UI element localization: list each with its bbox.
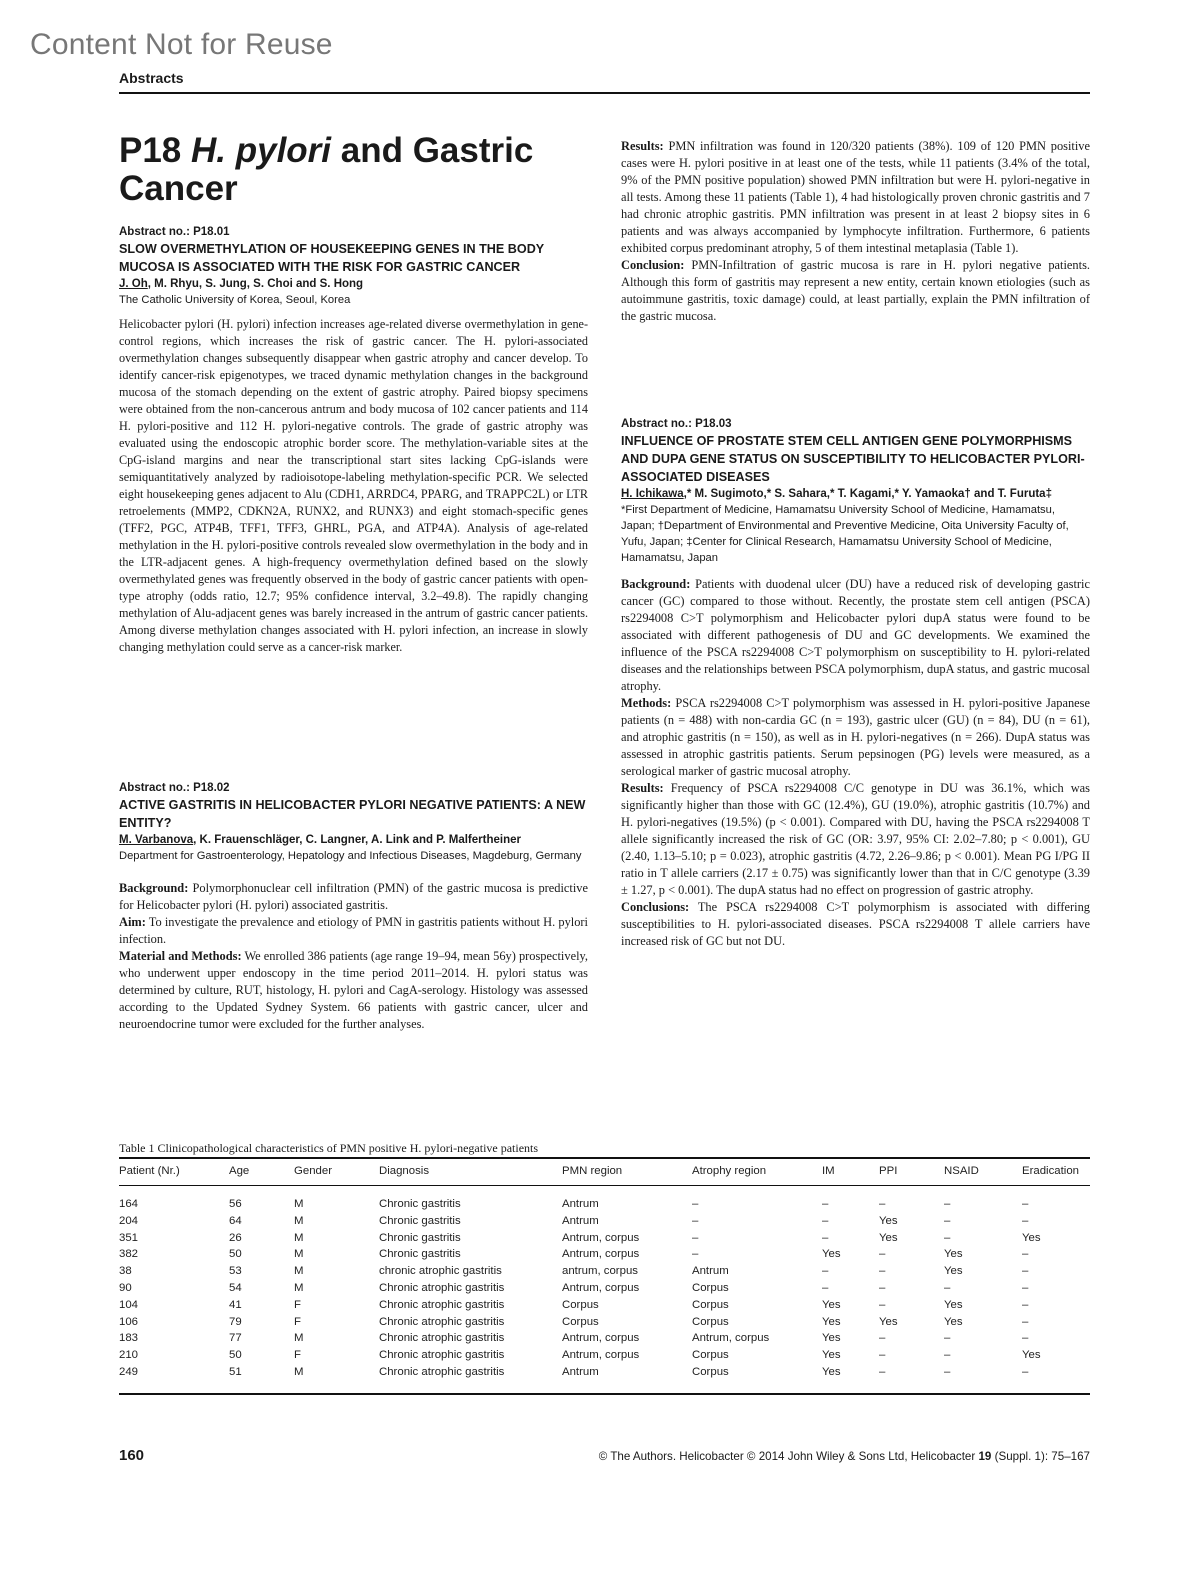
- presenting-author: M. Varbanova: [119, 834, 194, 846]
- table-row: [119, 1364, 1090, 1394]
- table-cell: Corpus: [692, 1298, 729, 1311]
- abstract-title: SLOW OVERMETHYLATION OF HOUSEKEEPING GENES IN THE BODY MUCOSA IS ASSOCIATED WITH THE RISK FOR GASTRIC CANCER: [119, 242, 544, 274]
- table-row: [119, 1280, 1090, 1297]
- conclusions-paragraph: Conclusions: The PSCA rs2294008 C>T polymorphism is associated with differing susceptibilities to H. pylori-associated diseases. PSCA rs2294008 T allele carriers have increased risk of GC but not DU.: [621, 900, 1090, 948]
- table-cell: Yes: [944, 1265, 963, 1278]
- table-cell: Antrum: [562, 1198, 599, 1210]
- header-rule: [119, 92, 1090, 94]
- presenting-author: J. Oh: [119, 278, 148, 290]
- column-header: Diagnosis: [379, 1165, 430, 1177]
- table-cell: 210: [119, 1349, 139, 1362]
- affiliation: The Catholic University of Korea, Seoul, Korea: [119, 294, 351, 306]
- table-cell: –: [822, 1281, 829, 1294]
- table-cell: Yes: [1022, 1231, 1041, 1244]
- author-list: M. Varbanova, K. Frauenschläger, C. Langner, A. Link and P. Malfertheiner: [119, 834, 521, 846]
- table-cell: Antrum: [562, 1365, 599, 1378]
- table-cell: –: [1022, 1298, 1029, 1311]
- table-cell: –: [692, 1231, 699, 1244]
- table-cell: –: [1022, 1315, 1029, 1328]
- table-cell: 56: [229, 1198, 242, 1210]
- table-cell: Yes: [944, 1248, 963, 1261]
- table-cell: Corpus: [692, 1315, 729, 1328]
- table-cell: –: [692, 1214, 699, 1227]
- table-cell: –: [822, 1231, 829, 1244]
- table-cell: –: [944, 1349, 951, 1362]
- table-cell: antrum, corpus: [562, 1265, 638, 1278]
- abstract-number: Abstract no.: P18.02: [119, 782, 230, 794]
- table-cell: –: [1022, 1332, 1029, 1345]
- table-cell: Corpus: [692, 1349, 729, 1362]
- results-paragraph: Results: PMN infiltration was found in 120/320 patients (38%). 109 of 120 PMN positive cases were H. pylori positive in at least one of the tests, while 11 patients (3.4% of the total, 9% of the PMN positive population) showed PMN infiltration but were H. pylori-negative in all tests. Among these 11 patients (Table 1), 4 had histologically proven chronic gastritis and 7 had chronic atrophic gastritis. PMN infiltration was present in at least 2 biopsy sites in 6 patients and was always accompanied by lymphocyte infiltration. Furthermore, 6 patients exhibited corpus predominant atrophy, 5 of them intestinal metaplasia (Table 1).: [621, 139, 1090, 255]
- table-cell: Corpus: [692, 1281, 729, 1294]
- table-row: [119, 1263, 1090, 1280]
- table-cell: Antrum, corpus: [562, 1332, 640, 1345]
- table-cell: –: [1022, 1248, 1029, 1261]
- table-cell: Corpus: [562, 1315, 599, 1328]
- table-cell: –: [879, 1265, 886, 1278]
- table-cell: Antrum, corpus: [562, 1248, 640, 1261]
- table-cell: –: [822, 1265, 829, 1278]
- table-cell: Yes: [944, 1315, 963, 1328]
- table-cell: 351: [119, 1231, 139, 1244]
- table-cell: Chronic gastritis: [379, 1198, 461, 1210]
- column-header: PMN region: [562, 1165, 623, 1177]
- table-cell: Yes: [879, 1315, 898, 1328]
- table-cell: Corpus: [692, 1365, 729, 1378]
- table-header-row: [119, 1158, 1090, 1186]
- table-cell: Yes: [944, 1298, 963, 1311]
- affiliation: *First Department of Medicine, Hamamatsu University School of Medicine, Hamamatsu, Japan; †Department of Environmental and Preventive Medicine, Oita University Faculty of, Yufu, Japan; ‡Center for Clinical Research, Hamamatsu University School of Medicine, Hamamatsu, Japan: [621, 504, 1069, 564]
- table-cell: 53: [229, 1265, 242, 1278]
- clinicopathological-table: [119, 1157, 1090, 1395]
- table-cell: chronic atrophic gastritis: [379, 1265, 502, 1278]
- table-cell: –: [1022, 1365, 1029, 1378]
- table-cell: –: [1022, 1214, 1029, 1227]
- abstract-p18-03: [621, 416, 1090, 950]
- table-cell: M: [294, 1281, 304, 1294]
- abstract-body: Helicobacter pylori (H. pylori) infection increases age-related diverse overmethylation in gene-control regions, which increases the risk of gastric cancer. The H. pylori-associated overmethylation changes subsequently disappear when gastric atrophy and cancer develop. To identify cancer-risk epigenotypes, we traced dynamic methylation changes in the background mucosa of the stomach depending on the extent of gastric atrophy. Paired biopsy specimens were obtained from the non-cancerous antrum and body mucosa of 102 cancer patients and 114 H. pylori-positive and 112 H. pylori-negative controls. The grade of gastric atrophy was evaluated using the endoscopic atrophic border score. The methylation-variable sites at the CpG-island margins and near the transcriptional start sites lacking CpG-islands were semiquantitatively analyzed by radioisotope-labeling methylation-specific PCR. We selected eight housekeeping genes adjacent to Alu (CDH1, ARRDC4, PPARG, and TRAPPC2L) or LTR retroelements (MMP2, CDKN2A, RUNX2, and RUNX3) and eight stomach-specific genes (TFF2, PGC, ATP4B, TFF1, TFF3, GHRL, PGA, and ATP4A). Analysis of age-related methylation in the H. pylori-positive controls revealed slow overmethylation in the body and in the LTR-adjacent genes. A high-frequency overmethylation defined based on the slowly overmethylated genes was frequently observed in the body of gastric cancer patients with open-type atrophy (odds ratio, 12.7; 95% confidence interval, 3.2–49.8). The rapidly changing methylation of Alu-adjacent genes was barely increased in the antrum of gastric cancer patients. Among diverse methylation changes associated with H. pylori infection, an increase in slowly changing methylation could serve as a cancer-risk marker.: [119, 317, 588, 654]
- table-row: [119, 1297, 1090, 1314]
- table-row: [119, 1347, 1090, 1364]
- column-header: Atrophy region: [692, 1165, 767, 1177]
- table-cell: M: [294, 1198, 304, 1210]
- table-cell: –: [822, 1198, 829, 1210]
- abstract-p18-02-continued: [621, 138, 1090, 325]
- section-title: P18 H. pylori and Gastric Cancer: [119, 131, 534, 208]
- table-cell: M: [294, 1265, 304, 1278]
- table-cell: –: [692, 1198, 699, 1210]
- table-cell: –: [879, 1349, 886, 1362]
- table-cell: –: [879, 1198, 886, 1210]
- table-row: [119, 1246, 1090, 1263]
- table-cell: –: [879, 1332, 886, 1345]
- author-list: H. Ichikawa,* M. Sugimoto,* S. Sahara,* T. Kagami,* Y. Yamaoka† and T. Furuta‡: [621, 488, 1052, 500]
- table-cell: 51: [229, 1365, 242, 1378]
- table-cell: 382: [119, 1248, 139, 1261]
- table-cell: Antrum: [562, 1214, 599, 1227]
- table-cell: –: [692, 1248, 699, 1261]
- table-cell: –: [944, 1198, 951, 1210]
- table-cell: F: [294, 1349, 301, 1362]
- table-cell: 249: [119, 1365, 139, 1378]
- column-header: Gender: [294, 1165, 332, 1177]
- table-cell: 104: [119, 1298, 139, 1311]
- table-cell: –: [822, 1214, 829, 1227]
- table-cell: Antrum, corpus: [562, 1281, 640, 1294]
- table-cell: Chronic atrophic gastritis: [379, 1332, 505, 1345]
- table-cell: Yes: [822, 1248, 841, 1261]
- methods-paragraph: Methods: PSCA rs2294008 C>T polymorphism was assessed in H. pylori-positive Japanese patients (n = 488) with non-cardia GC (n = 193), gastric ulcer (GU) (n = 84), DU (n = 61), and atrophic gastritis (n = 150), as well as in H. pylori-negatives (n = 266). DupA status was assessed in atrophic gastritis patients. Serum pepsinogen (PG) levels were measured, as a serological marker of gastric mucosal atrophy.: [621, 696, 1090, 778]
- table-cell: Yes: [822, 1298, 841, 1311]
- table-cell: –: [879, 1365, 886, 1378]
- abstract-title: ACTIVE GASTRITIS IN HELICOBACTER PYLORI NEGATIVE PATIENTS: A NEW ENTITY?: [119, 798, 586, 830]
- table-cell: Chronic atrophic gastritis: [379, 1315, 505, 1328]
- table-cell: Chronic atrophic gastritis: [379, 1281, 505, 1294]
- background-paragraph: Background: Polymorphonuclear cell infiltration (PMN) of the gastric mucosa is predictive for Helicobacter pylori (H. pylori) associated gastritis.: [119, 881, 588, 912]
- table-cell: Antrum, corpus: [692, 1332, 770, 1345]
- table-row: [119, 1330, 1090, 1347]
- table-cell: M: [294, 1332, 304, 1345]
- table-cell: Chronic atrophic gastritis: [379, 1349, 505, 1362]
- table-cell: –: [1022, 1198, 1029, 1210]
- affiliation: Department for Gastroenterology, Hepatology and Infectious Diseases, Magdeburg, Germany: [119, 850, 582, 862]
- table-cell: F: [294, 1315, 301, 1328]
- table-cell: 204: [119, 1214, 139, 1227]
- table-cell: M: [294, 1365, 304, 1378]
- table-cell: F: [294, 1298, 301, 1311]
- abstract-title: INFLUENCE OF PROSTATE STEM CELL ANTIGEN GENE POLYMORPHISMS AND DUPA GENE STATUS ON SUSCEPTIBILITY TO HELICOBACTER PYLORI-ASSOCIATED DISEASES: [621, 434, 1085, 484]
- column-header: Age: [229, 1165, 250, 1177]
- table-row: [119, 1213, 1090, 1230]
- table-cell: –: [879, 1298, 886, 1311]
- table-cell: Corpus: [562, 1298, 599, 1311]
- footer-citation: © The Authors. Helicobacter © 2014 John Wiley & Sons Ltd, Helicobacter 19 (Suppl. 1): 75–167: [598, 1450, 1090, 1463]
- table-cell: Yes: [822, 1315, 841, 1328]
- table-1: [119, 1141, 1090, 1395]
- aim-paragraph: Aim: To investigate the prevalence and etiology of PMN in gastritis patients without H. pylori infection.: [119, 915, 588, 946]
- table-cell: Antrum: [692, 1265, 729, 1278]
- column-header: IM: [822, 1165, 835, 1177]
- table-cell: 183: [119, 1332, 139, 1345]
- table-row: [119, 1230, 1090, 1247]
- table-cell: Yes: [822, 1349, 841, 1362]
- table-cell: 77: [229, 1332, 242, 1345]
- running-header: Abstracts: [119, 70, 184, 86]
- abstract-number: Abstract no.: P18.03: [621, 418, 732, 430]
- table-cell: M: [294, 1248, 304, 1261]
- table-cell: Chronic gastritis: [379, 1231, 461, 1244]
- table-caption: Table 1 Clinicopathological characteristics of PMN positive H. pylori-negative patients: [119, 1141, 539, 1155]
- table-cell: 26: [229, 1231, 242, 1244]
- column-header: Patient (Nr.): [119, 1165, 180, 1177]
- table-cell: Chronic atrophic gastritis: [379, 1298, 505, 1311]
- table-row: [119, 1314, 1090, 1331]
- table-cell: 79: [229, 1315, 242, 1328]
- table-cell: Chronic gastritis: [379, 1248, 461, 1261]
- results-paragraph: Results: Frequency of PSCA rs2294008 C/C genotype in DU was 36.1%, which was significantly higher than those with GC (12.4%), GU (19.0%), atrophic gastritis (10.7%) and H. pylori-negatives (19.5%) (p < 0.001). Compared with DU, having the PSCA rs2294008 T allele significantly increased the risk of GC (OR: 3.97, 95% CI: 2.02–7.80; p < 0.001), GU (2.40, 1.13–5.10; p = 0.023), atrophic gastritis (4.72, 2.26–9.86; p < 0.001). Mean PG I/PG II ratio in T allele carriers (2.17 ± 0.75) was significantly lower than that in C/C genotype (3.39 ± 1.27, p < 0.001). The dupA status had no effect on progression of gastric atrophy.: [621, 781, 1090, 897]
- page-number: 160: [119, 1447, 145, 1464]
- author-list: J. Oh, M. Rhyu, S. Jung, S. Choi and S. Hong: [119, 278, 364, 290]
- abstract-p18-01: [119, 224, 588, 656]
- table-cell: –: [944, 1365, 951, 1378]
- table-cell: 54: [229, 1281, 242, 1294]
- table-cell: 90: [119, 1281, 132, 1294]
- table-cell: Yes: [879, 1231, 898, 1244]
- table-cell: –: [944, 1281, 951, 1294]
- watermark: Content Not for Reuse: [30, 28, 333, 61]
- table-cell: M: [294, 1214, 304, 1227]
- table-cell: –: [944, 1332, 951, 1345]
- table-cell: Antrum, corpus: [562, 1349, 640, 1362]
- table-cell: Yes: [879, 1214, 898, 1227]
- table-cell: Antrum, corpus: [562, 1231, 640, 1244]
- left-column: [119, 131, 588, 1031]
- table-cell: 38: [119, 1265, 132, 1278]
- table-cell: 64: [229, 1214, 242, 1227]
- table-cell: –: [879, 1281, 886, 1294]
- table-cell: –: [944, 1231, 951, 1244]
- column-header: PPI: [879, 1165, 898, 1177]
- table-cell: Chronic gastritis: [379, 1214, 461, 1227]
- table-row: [119, 1186, 1090, 1213]
- column-header: Eradication: [1022, 1165, 1079, 1177]
- column-header: NSAID: [944, 1165, 979, 1177]
- table-cell: –: [944, 1214, 951, 1227]
- table-cell: 50: [229, 1349, 242, 1362]
- table-cell: 106: [119, 1315, 139, 1328]
- table-cell: Yes: [822, 1365, 841, 1378]
- table-cell: M: [294, 1231, 304, 1244]
- table-cell: Yes: [822, 1332, 841, 1345]
- right-column: [621, 138, 1090, 948]
- table-cell: 41: [229, 1298, 242, 1311]
- conclusion-paragraph: Conclusion: PMN-Infiltration of gastric mucosa is rare in H. pylori negative patients. Although this form of gastritis may represent a new entity, certain known etiologies (such as autoimmune gastritis, toxic damage) could, at least partially, explain the PMN infiltration of the gastric mucosa.: [621, 258, 1090, 323]
- table-cell: Yes: [1022, 1349, 1041, 1362]
- presenting-author: H. Ichikawa: [621, 488, 684, 500]
- table-cell: –: [1022, 1281, 1029, 1294]
- background-paragraph: Background: Patients with duodenal ulcer (DU) have a reduced risk of developing gastric cancer (GC) compared to those without. Recently, the prostate stem cell antigen (PSCA) rs2294008 C>T polymorphism and Helicobacter pylori dupA status were found to be associated with different pathogenesis of DU and GC developments. We examined the influence of the PSCA rs2294008 C>T polymorphism on susceptibility to H. pylori-related diseases and the relationships between PSCA polymorphism, dupA status, and gastric mucosal atrophy.: [621, 577, 1090, 693]
- abstract-number: Abstract no.: P18.01: [119, 226, 230, 238]
- methods-paragraph: Material and Methods: We enrolled 386 patients (age range 19–94, mean 56y) prospectively, who underwent upper endoscopy in the time period 2011–2014. H. pylori status was determined by culture, RUT, histology, H. pylori and CagA-serology. Histology was assessed according to the Updated Sydney System. 66 patients with gastric cancer, ulcer and neuroendocrine tumor were excluded for the further analyses.: [119, 949, 588, 1031]
- table-cell: –: [1022, 1265, 1029, 1278]
- table-cell: 164: [119, 1198, 139, 1210]
- table-cell: 50: [229, 1248, 242, 1261]
- table-cell: –: [879, 1248, 886, 1261]
- table-cell: Chronic atrophic gastritis: [379, 1365, 505, 1378]
- abstract-p18-02: [119, 780, 588, 1033]
